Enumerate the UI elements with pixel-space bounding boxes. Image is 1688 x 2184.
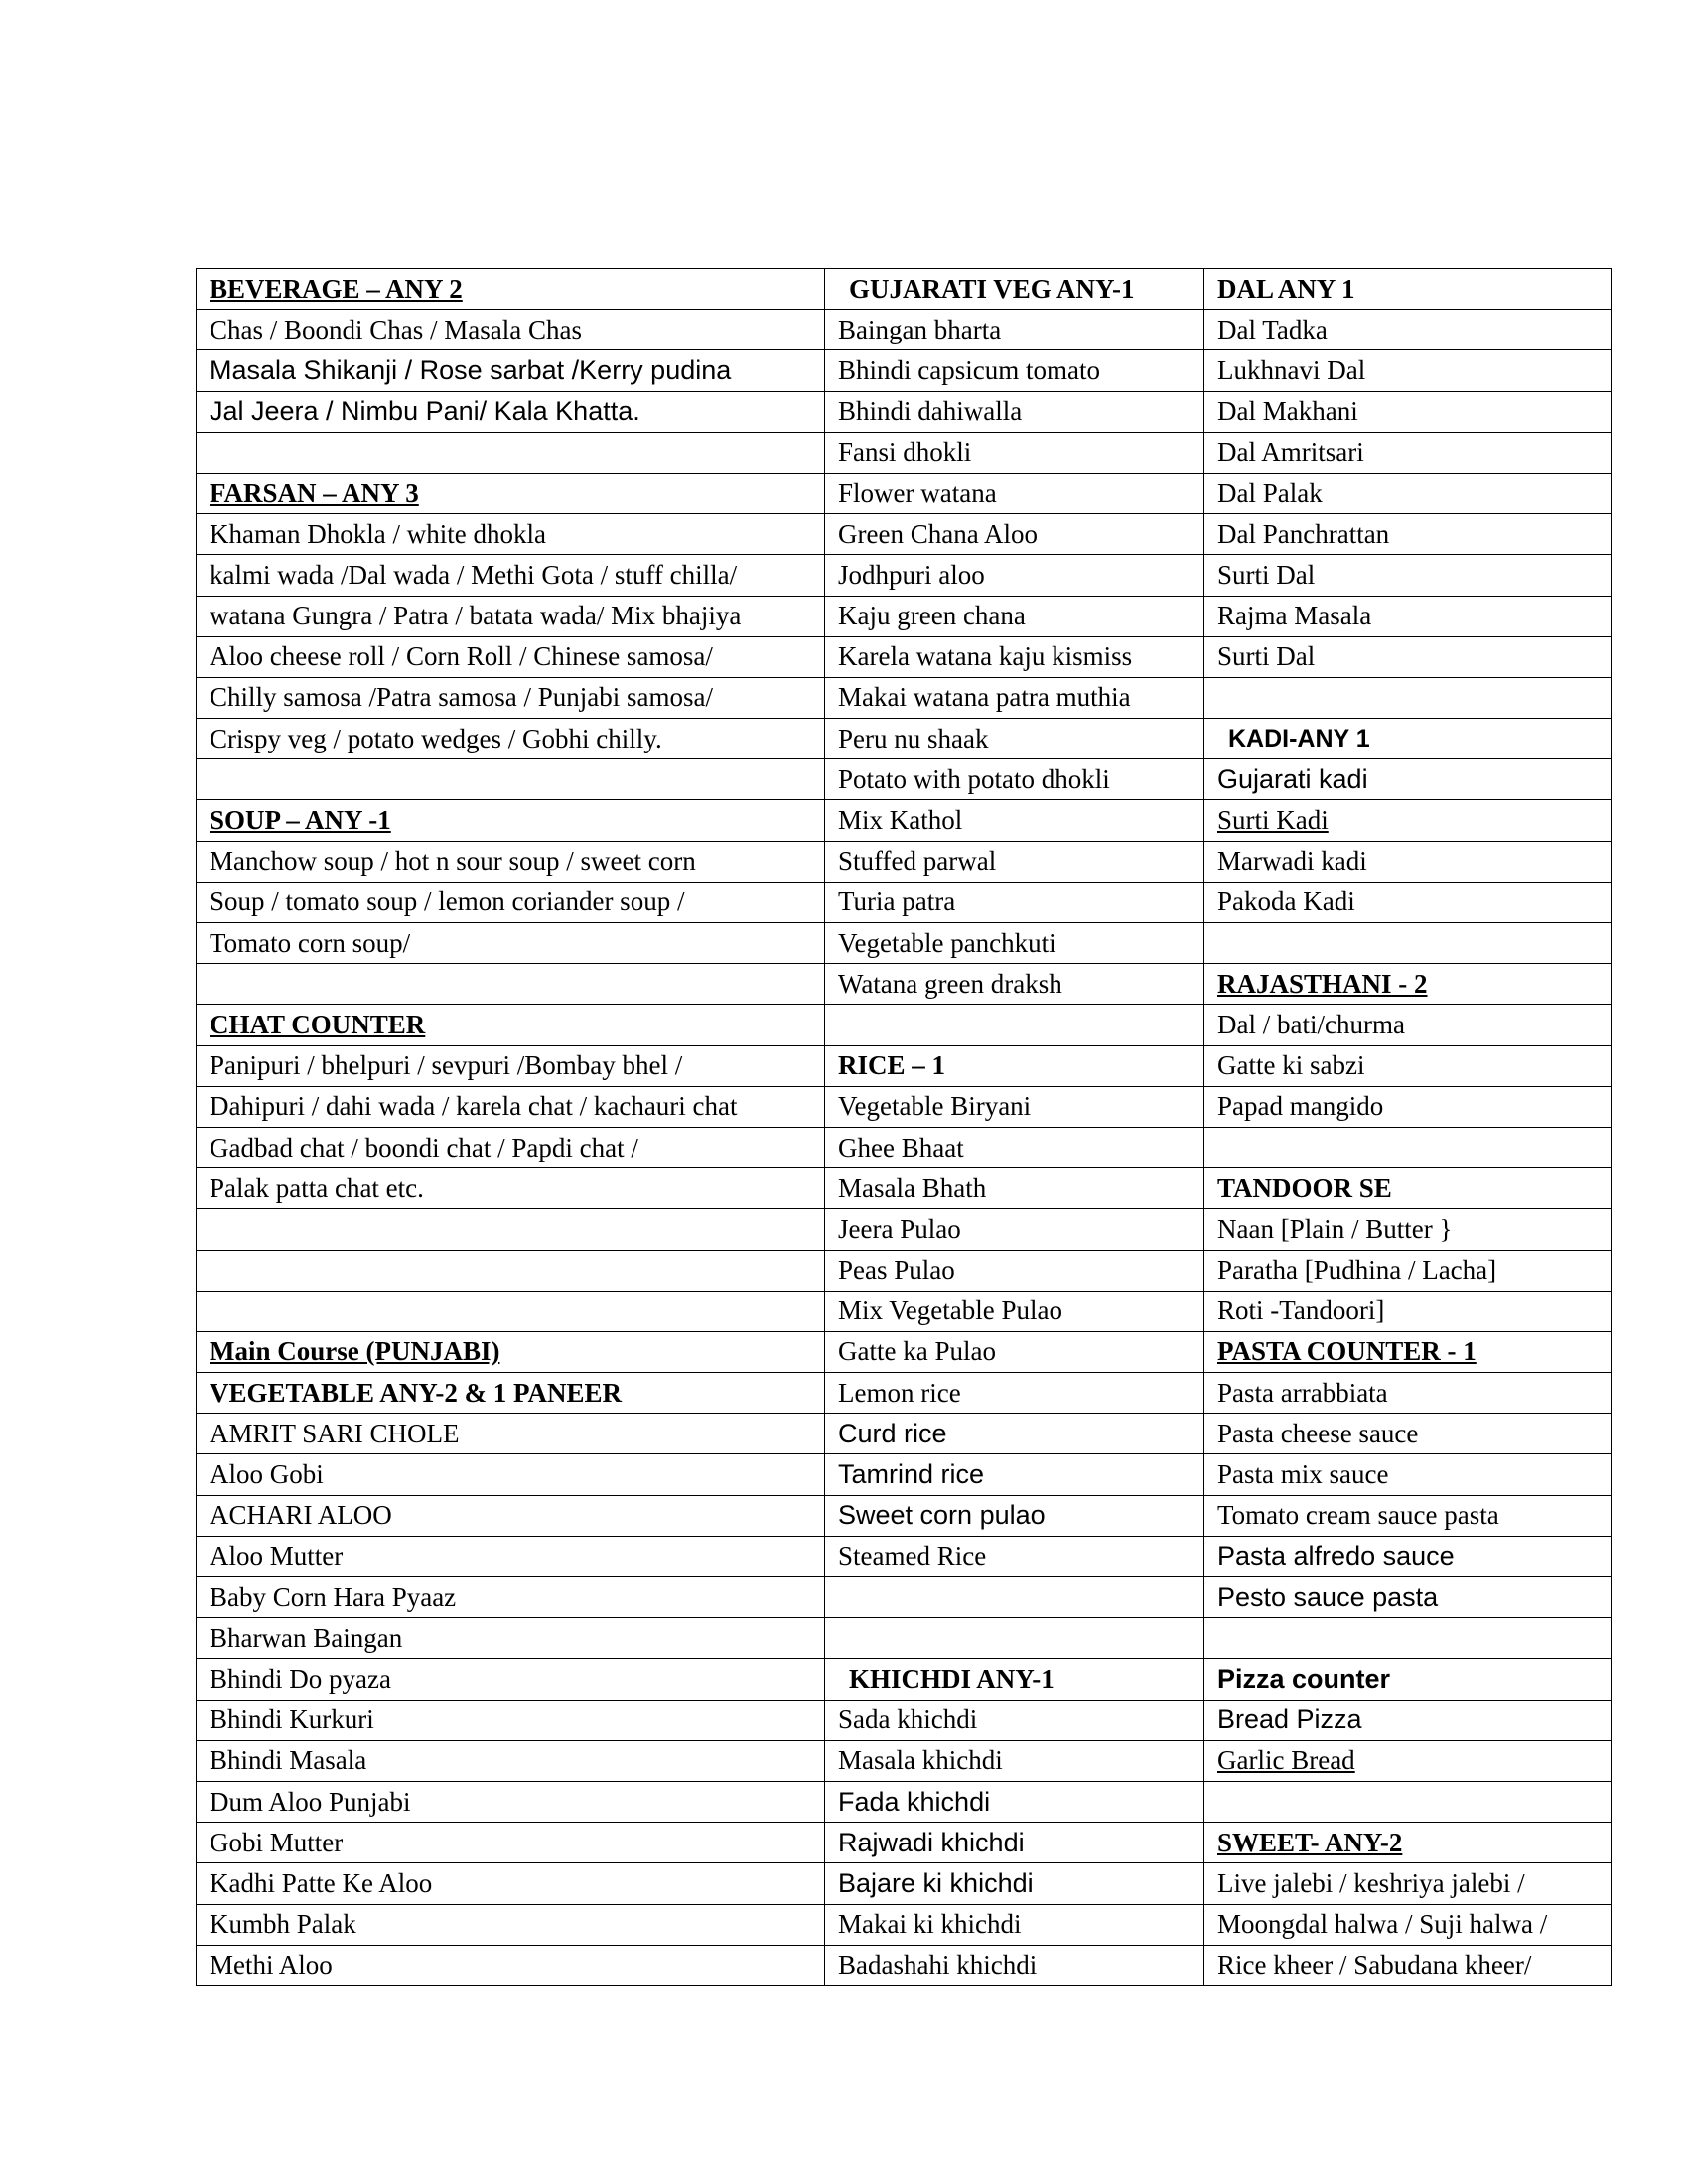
table-row xyxy=(197,1005,1612,1045)
menu-item-cell: Green Chana Aloo xyxy=(825,514,1204,555)
menu-item-cell: Dahipuri / dahi wada / karela chat / kachauri chat xyxy=(197,1086,825,1127)
menu-item-cell xyxy=(1204,677,1612,718)
table-row xyxy=(197,1577,1612,1618)
menu-item-cell: Peru nu shaak xyxy=(825,719,1204,759)
menu-item-cell: Paratha [Pudhina / Lacha] xyxy=(1204,1250,1612,1291)
table-row xyxy=(197,882,1612,922)
menu-item-cell: Aloo Gobi xyxy=(197,1454,825,1495)
table-row xyxy=(197,636,1612,677)
menu-item-cell: Ghee Bhaat xyxy=(825,1127,1204,1167)
section-heading-cell: GUJARATI VEG ANY-1 xyxy=(825,269,1204,310)
table-row xyxy=(197,1127,1612,1167)
section-heading-cell: KHICHDI ANY-1 xyxy=(825,1659,1204,1700)
menu-item-cell: Manchow soup / hot n sour soup / sweet corn xyxy=(197,841,825,882)
menu-item-cell: AMRIT SARI CHOLE xyxy=(197,1414,825,1454)
menu-item-cell xyxy=(197,964,825,1005)
menu-item-cell: Karela watana kaju kismiss xyxy=(825,636,1204,677)
menu-item-cell: Garlic Bread xyxy=(1204,1740,1612,1781)
menu-item-cell: Peas Pulao xyxy=(825,1250,1204,1291)
table-row xyxy=(197,1209,1612,1250)
table-row xyxy=(197,1659,1612,1700)
menu-item-cell: Tamrind rice xyxy=(825,1454,1204,1495)
menu-item-cell: Gobi Mutter xyxy=(197,1823,825,1863)
menu-item-cell: Fada khichdi xyxy=(825,1781,1204,1822)
menu-item-cell xyxy=(825,1005,1204,1045)
menu-item-cell: Mix Vegetable Pulao xyxy=(825,1291,1204,1331)
menu-item-cell: Pasta mix sauce xyxy=(1204,1454,1612,1495)
menu-item-cell: Pasta arrabbiata xyxy=(1204,1373,1612,1414)
section-heading-cell: KADI-ANY 1 xyxy=(1204,719,1612,759)
table-row xyxy=(197,555,1612,596)
table-row xyxy=(197,1740,1612,1781)
menu-item-cell: Bhindi Masala xyxy=(197,1740,825,1781)
menu-item-cell: Fansi dhokli xyxy=(825,432,1204,473)
menu-item-cell: Jodhpuri aloo xyxy=(825,555,1204,596)
section-heading-cell: Pizza counter xyxy=(1204,1659,1612,1700)
menu-item-cell: Dal Panchrattan xyxy=(1204,514,1612,555)
table-row xyxy=(197,800,1612,841)
menu-item-cell: Badashahi khichdi xyxy=(825,1945,1204,1985)
table-row xyxy=(197,1291,1612,1331)
table-row xyxy=(197,1454,1612,1495)
menu-table xyxy=(196,268,1612,1986)
menu-item-cell: Lukhnavi Dal xyxy=(1204,350,1612,391)
menu-item-cell: Khaman Dhokla / white dhokla xyxy=(197,514,825,555)
menu-item-cell: Rajma Masala xyxy=(1204,596,1612,636)
menu-item-cell: Chas / Boondi Chas / Masala Chas xyxy=(197,310,825,350)
table-row xyxy=(197,1250,1612,1291)
table-row xyxy=(197,841,1612,882)
section-heading-cell: DAL ANY 1 xyxy=(1204,269,1612,310)
menu-item-cell: Dal Amritsari xyxy=(1204,432,1612,473)
section-heading-cell: RICE – 1 xyxy=(825,1045,1204,1086)
menu-item-cell: Bhindi Kurkuri xyxy=(197,1700,825,1740)
table-row xyxy=(197,1904,1612,1945)
section-heading-cell: RAJASTHANI - 2 xyxy=(1204,964,1612,1005)
menu-item-cell: Makai ki khichdi xyxy=(825,1904,1204,1945)
table-row xyxy=(197,964,1612,1005)
table-row xyxy=(197,1536,1612,1576)
menu-item-cell xyxy=(197,1250,825,1291)
menu-item-cell: Surti Dal xyxy=(1204,555,1612,596)
menu-item-cell: Pasta alfredo sauce xyxy=(1204,1536,1612,1576)
table-row xyxy=(197,1700,1612,1740)
menu-item-cell: Kadhi Patte Ke Aloo xyxy=(197,1863,825,1904)
menu-item-cell: Gujarati kadi xyxy=(1204,759,1612,800)
menu-item-cell: watana Gungra / Patra / batata wada/ Mix bhajiya xyxy=(197,596,825,636)
table-row xyxy=(197,677,1612,718)
menu-item-cell: Live jalebi / keshriya jalebi / xyxy=(1204,1863,1612,1904)
table-row xyxy=(197,514,1612,555)
menu-item-cell: Bhindi dahiwalla xyxy=(825,391,1204,432)
menu-item-cell: Baby Corn Hara Pyaaz xyxy=(197,1577,825,1618)
menu-item-cell: Lemon rice xyxy=(825,1373,1204,1414)
menu-item-cell: Makai watana patra muthia xyxy=(825,677,1204,718)
menu-item-cell: Bajare ki khichdi xyxy=(825,1863,1204,1904)
menu-item-cell: Kaju green chana xyxy=(825,596,1204,636)
menu-item-cell xyxy=(197,1291,825,1331)
table-row xyxy=(197,1823,1612,1863)
menu-item-cell: Masala Shikanji / Rose sarbat /Kerry pudina xyxy=(197,350,825,391)
menu-item-cell: Dal / bati/churma xyxy=(1204,1005,1612,1045)
menu-item-cell: Bhindi Do pyaza xyxy=(197,1659,825,1700)
menu-item-cell: Palak patta chat etc. xyxy=(197,1168,825,1209)
menu-item-cell: Bread Pizza xyxy=(1204,1700,1612,1740)
menu-item-cell: Mix Kathol xyxy=(825,800,1204,841)
section-heading-cell: BEVERAGE – ANY 2 xyxy=(197,269,825,310)
menu-item-cell xyxy=(1204,923,1612,964)
menu-item-cell: Flower watana xyxy=(825,473,1204,513)
section-heading-cell: Main Course (PUNJABI) xyxy=(197,1331,825,1372)
table-row xyxy=(197,391,1612,432)
table-row xyxy=(197,1863,1612,1904)
menu-item-cell: Aloo cheese roll / Corn Roll / Chinese samosa/ xyxy=(197,636,825,677)
menu-item-cell: ACHARI ALOO xyxy=(197,1495,825,1536)
menu-item-cell: Marwadi kadi xyxy=(1204,841,1612,882)
section-heading-cell: PASTA COUNTER - 1 xyxy=(1204,1331,1612,1372)
menu-item-cell xyxy=(1204,1127,1612,1167)
menu-item-cell xyxy=(197,759,825,800)
table-row xyxy=(197,269,1612,310)
menu-item-cell: Gadbad chat / boondi chat / Papdi chat / xyxy=(197,1127,825,1167)
menu-item-cell: Jeera Pulao xyxy=(825,1209,1204,1250)
menu-item-cell: Tomato corn soup/ xyxy=(197,923,825,964)
table-row xyxy=(197,1373,1612,1414)
menu-item-cell: Masala khichdi xyxy=(825,1740,1204,1781)
section-heading-cell: FARSAN – ANY 3 xyxy=(197,473,825,513)
menu-item-cell: Naan [Plain / Butter } xyxy=(1204,1209,1612,1250)
menu-item-cell: Sada khichdi xyxy=(825,1700,1204,1740)
table-row xyxy=(197,596,1612,636)
menu-item-cell: Vegetable panchkuti xyxy=(825,923,1204,964)
menu-item-cell: Watana green draksh xyxy=(825,964,1204,1005)
menu-item-cell: Vegetable Biryani xyxy=(825,1086,1204,1127)
menu-item-cell: Jal Jeera / Nimbu Pani/ Kala Khatta. xyxy=(197,391,825,432)
menu-item-cell: Pakoda Kadi xyxy=(1204,882,1612,922)
menu-item-cell: Dal Tadka xyxy=(1204,310,1612,350)
table-row xyxy=(197,1414,1612,1454)
menu-item-cell: Curd rice xyxy=(825,1414,1204,1454)
table-row xyxy=(197,432,1612,473)
menu-item-cell: Moongdal halwa / Suji halwa / xyxy=(1204,1904,1612,1945)
menu-item-cell: kalmi wada /Dal wada / Methi Gota / stuff chilla/ xyxy=(197,555,825,596)
menu-item-cell xyxy=(1204,1781,1612,1822)
menu-item-cell: Potato with potato dhokli xyxy=(825,759,1204,800)
table-row xyxy=(197,719,1612,759)
menu-item-cell: Dum Aloo Punjabi xyxy=(197,1781,825,1822)
menu-item-cell: Rajwadi khichdi xyxy=(825,1823,1204,1863)
menu-item-cell: Baingan bharta xyxy=(825,310,1204,350)
menu-item-cell xyxy=(825,1618,1204,1659)
menu-item-cell: Bhindi capsicum tomato xyxy=(825,350,1204,391)
table-row xyxy=(197,310,1612,350)
section-heading-cell: VEGETABLE ANY-2 & 1 PANEER xyxy=(197,1373,825,1414)
menu-item-cell: Surti Kadi xyxy=(1204,800,1612,841)
table-row xyxy=(197,1045,1612,1086)
menu-item-cell: Dal Makhani xyxy=(1204,391,1612,432)
menu-item-cell: Rice kheer / Sabudana kheer/ xyxy=(1204,1945,1612,1985)
table-row xyxy=(197,759,1612,800)
section-heading-cell: SWEET- ANY-2 xyxy=(1204,1823,1612,1863)
menu-item-cell: Sweet corn pulao xyxy=(825,1495,1204,1536)
menu-item-cell: Chilly samosa /Patra samosa / Punjabi samosa/ xyxy=(197,677,825,718)
menu-item-cell: Turia patra xyxy=(825,882,1204,922)
menu-item-cell xyxy=(197,432,825,473)
menu-item-cell: Panipuri / bhelpuri / sevpuri /Bombay bhel / xyxy=(197,1045,825,1086)
menu-item-cell: Surti Dal xyxy=(1204,636,1612,677)
table-row xyxy=(197,1618,1612,1659)
menu-item-cell: Tomato cream sauce pasta xyxy=(1204,1495,1612,1536)
table-row xyxy=(197,1781,1612,1822)
menu-item-cell: Crispy veg / potato wedges / Gobhi chilly. xyxy=(197,719,825,759)
table-row xyxy=(197,350,1612,391)
menu-table-body xyxy=(197,269,1612,1986)
menu-item-cell xyxy=(1204,1618,1612,1659)
menu-item-cell: Roti -Tandoori] xyxy=(1204,1291,1612,1331)
table-row xyxy=(197,1168,1612,1209)
section-heading-cell: SOUP – ANY -1 xyxy=(197,800,825,841)
menu-item-cell: Bharwan Baingan xyxy=(197,1618,825,1659)
menu-item-cell xyxy=(825,1577,1204,1618)
menu-item-cell: Pasta cheese sauce xyxy=(1204,1414,1612,1454)
menu-item-cell: Papad mangido xyxy=(1204,1086,1612,1127)
table-row xyxy=(197,1331,1612,1372)
menu-item-cell: Steamed Rice xyxy=(825,1536,1204,1576)
menu-item-cell: Kumbh Palak xyxy=(197,1904,825,1945)
menu-item-cell: Dal Palak xyxy=(1204,473,1612,513)
menu-item-cell: Gatte ki sabzi xyxy=(1204,1045,1612,1086)
menu-item-cell: Pesto sauce pasta xyxy=(1204,1577,1612,1618)
menu-item-cell: Gatte ka Pulao xyxy=(825,1331,1204,1372)
menu-item-cell: Masala Bhath xyxy=(825,1168,1204,1209)
table-row xyxy=(197,1945,1612,1985)
table-row xyxy=(197,473,1612,513)
section-heading-cell: TANDOOR SE xyxy=(1204,1168,1612,1209)
section-heading-cell: CHAT COUNTER xyxy=(197,1005,825,1045)
table-row xyxy=(197,1086,1612,1127)
table-row xyxy=(197,923,1612,964)
menu-item-cell: Stuffed parwal xyxy=(825,841,1204,882)
menu-item-cell: Methi Aloo xyxy=(197,1945,825,1985)
menu-item-cell xyxy=(197,1209,825,1250)
menu-item-cell: Soup / tomato soup / lemon coriander soup / xyxy=(197,882,825,922)
table-row xyxy=(197,1495,1612,1536)
menu-item-cell: Aloo Mutter xyxy=(197,1536,825,1576)
